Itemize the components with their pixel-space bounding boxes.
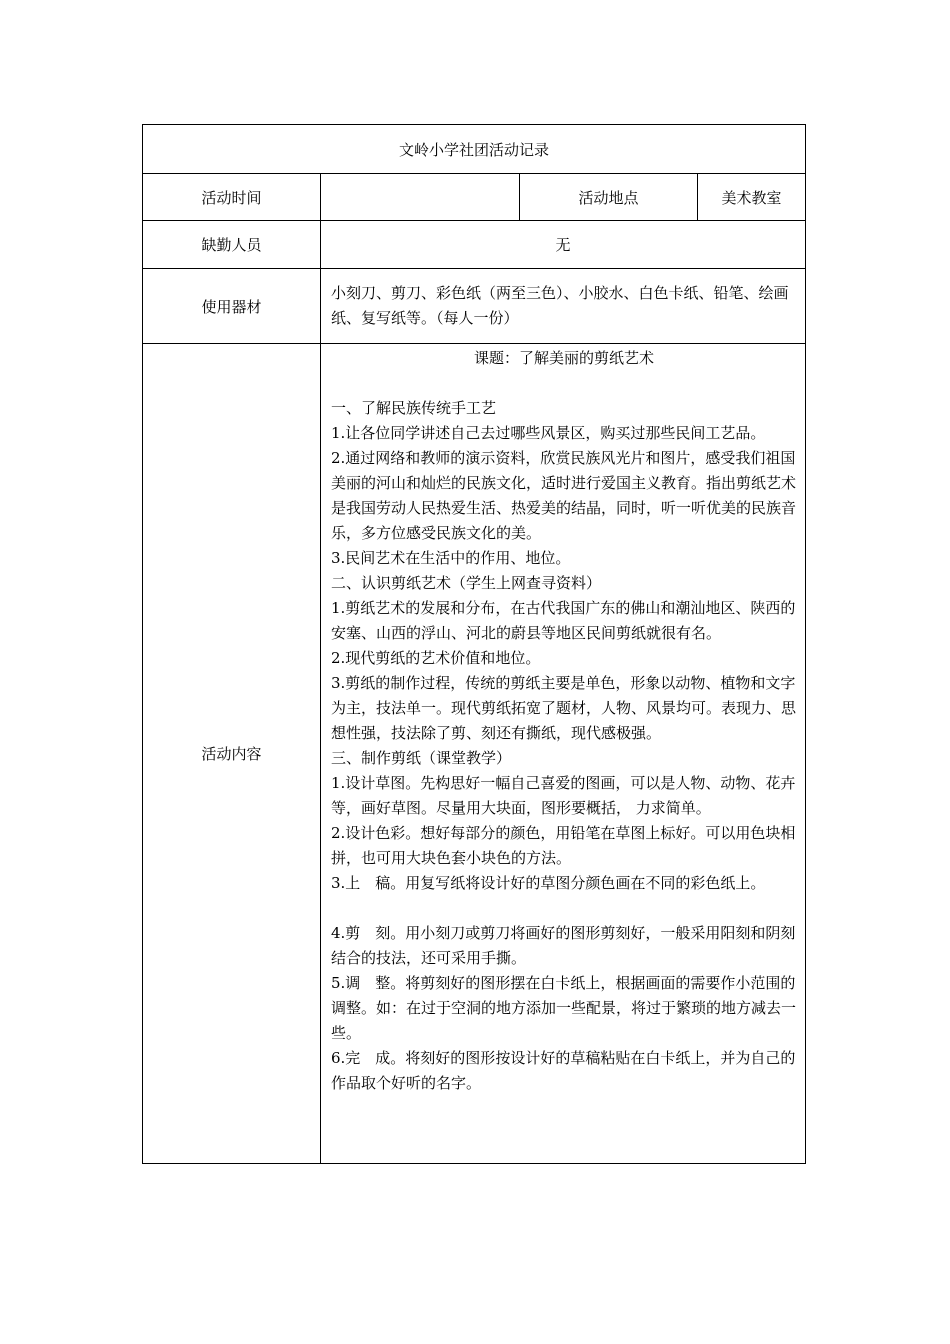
content-line: 2.现代剪纸的艺术价值和地位。 [331,649,541,667]
activity-time-value [321,174,520,221]
content-line: 三、制作剪纸（课堂教学） [331,749,512,767]
materials-value: 小刻刀、剪刀、彩色纸（两至三色）、小胶水、白色卡纸、铅笔、绘画纸、复写纸等。（每人一份） [321,269,806,344]
activity-place-value: 美术教室 [698,174,806,221]
content-line: 3.剪纸的制作过程，传统的剪纸主要是单色，形象以动物、植物和文字为主，技法单一。现代剪纸拓宽了题材，人物、风景均可。表现力、思想性强，技法除了剪、刻还有撕纸，现代感极强。 [331,674,797,742]
activity-time-label: 活动时间 [143,174,321,221]
activity-record-table [142,124,806,1164]
content-line: 二、认识剪纸艺术（学生上网查寻资料） [331,574,602,592]
content-line: 1.剪纸艺术的发展和分布，在古代我国广东的佛山和潮汕地区、陕西的安塞、山西的浮山、河北的蔚县等地区民间剪纸就很有名。 [331,599,796,642]
content-line: 2.通过网络和教师的演示资料，欣赏民族风光片和图片，感受我们祖国美丽的河山和灿烂的民族文化，适时进行爱国主义教育。指出剪纸艺术是我国劳动人民热爱生活、热爱美的结晶，同时，听一听优美的民族音乐，多方位感受民族文化的美。 [331,449,797,542]
content-line: 6.完 成。将刻好的图形按设计好的草稿粘贴在白卡纸上，并为自己的作品取个好听的名字。 [331,1049,796,1092]
content-line: 1.设计草图。先构思好一幅自己喜爱的图画，可以是人物、动物、花卉等，画好草图。尽量用大块面，图形要概括， 力求简单。 [331,774,796,817]
content-line: 3.上 稿。用复写纸将设计好的草图分颜色画在不同的彩色纸上。 [331,874,766,892]
content-line: 2.设计色彩。想好每部分的颜色，用铅笔在草图上标好。可以用色块相拼，也可用大块色套小块色的方法。 [331,824,796,867]
absent-value: 无 [321,221,806,269]
content-line: 5.调 整。将剪刻好的图形摆在白卡纸上，根据画面的需要作小范围的调整。如：在过于空洞的地方添加一些配景，将过于繁琐的地方减去一些。 [331,974,797,1042]
content-body [321,344,806,1164]
content-line: 3.民间艺术在生活中的作用、地位。 [331,549,571,567]
spacer [331,371,797,396]
spacer [331,896,797,921]
record-title: 文岭小学社团活动记录 [143,125,806,174]
materials-label: 使用器材 [143,269,321,344]
content-line: 一、了解民族传统手工艺 [331,399,497,417]
lesson-title: 课题：了解美丽的剪纸艺术 [474,349,655,367]
activity-place-label: 活动地点 [520,174,698,221]
absent-label: 缺勤人员 [143,221,321,269]
content-label: 活动内容 [143,344,321,1164]
content-line: 1.让各位同学讲述自己去过哪些风景区，购买过那些民间工艺品。 [331,424,766,442]
content-line: 4.剪 刻。用小刻刀或剪刀将画好的图形剪刻好，一般采用阳刻和阴刻结合的技法，还可采用手撕。 [331,924,796,967]
